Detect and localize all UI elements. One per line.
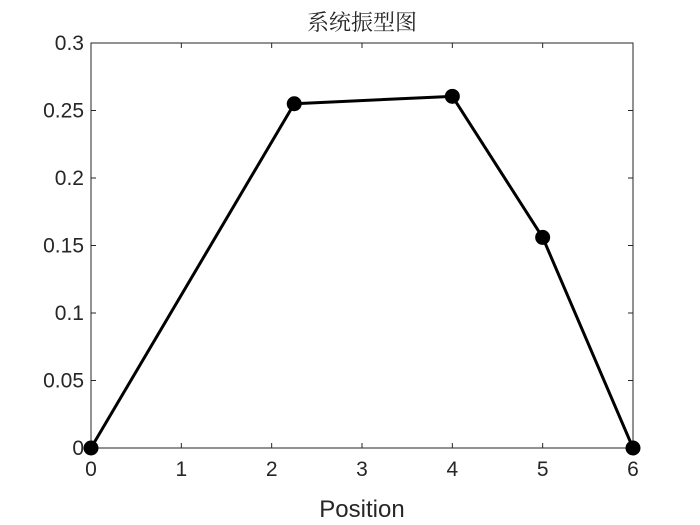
- x-tick-label: 6: [627, 458, 639, 481]
- x-tick-label: 0: [85, 458, 97, 481]
- y-tick-label: 0: [72, 437, 84, 460]
- y-tick-label: 0.2: [54, 167, 84, 190]
- chart-title: 系统振型图: [306, 11, 418, 36]
- data-point: [535, 230, 550, 245]
- data-point: [626, 441, 641, 456]
- y-tick-label: 0.1: [54, 302, 84, 325]
- x-tick-label: 4: [446, 458, 459, 481]
- plot-area: [91, 43, 633, 448]
- x-tick-label: 5: [536, 458, 549, 481]
- y-tick-label: 0.05: [43, 369, 84, 393]
- y-tick-label: 0.3: [54, 32, 84, 55]
- x-tick-label: 3: [356, 458, 368, 481]
- x-tick-label: 2: [265, 458, 278, 481]
- x-axis-label: Position: [319, 496, 405, 523]
- data-point: [287, 96, 302, 111]
- x-tick-label: 1: [175, 458, 188, 481]
- data-point: [445, 89, 460, 104]
- y-tick-label: 0.15: [43, 234, 84, 258]
- y-tick-label: 0.25: [43, 99, 84, 123]
- data-point: [84, 441, 99, 456]
